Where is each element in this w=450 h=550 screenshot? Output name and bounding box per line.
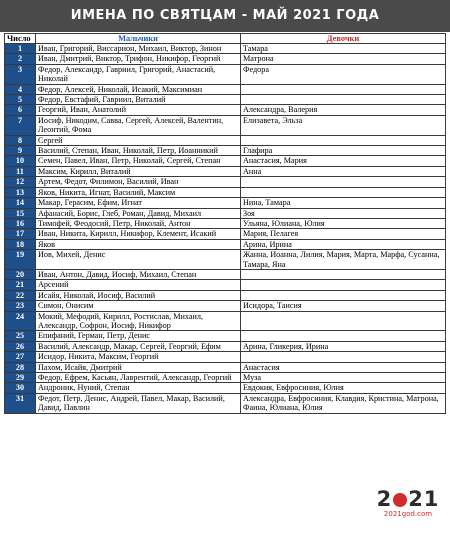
girls-cell: Евдокия, Евфросиния, Юлия bbox=[241, 383, 446, 393]
day-cell: 11 bbox=[5, 166, 36, 176]
table-row bbox=[5, 135, 446, 145]
table-row bbox=[5, 331, 446, 341]
girls-cell bbox=[241, 187, 446, 197]
names-table bbox=[4, 33, 446, 414]
day-cell: 29 bbox=[5, 373, 36, 383]
day-cell: 17 bbox=[5, 229, 36, 239]
girls-cell: Елизавета, Эльза bbox=[241, 115, 446, 135]
girls-cell: Ульяна, Юлиана, Юлия bbox=[241, 218, 446, 228]
table-row bbox=[5, 187, 446, 197]
boys-cell: Иов, Михей, Денис bbox=[36, 250, 241, 270]
day-cell: 21 bbox=[5, 280, 36, 290]
girls-cell bbox=[241, 352, 446, 362]
header-boys: Мальчики bbox=[36, 34, 241, 44]
table-row bbox=[5, 105, 446, 115]
boys-cell: Василий, Александр, Макар, Сергей, Георгий, Ефим bbox=[36, 341, 241, 351]
table-header-row bbox=[5, 34, 446, 44]
logo-zero-icon bbox=[393, 493, 407, 507]
logo-year-b: 21 bbox=[408, 487, 440, 511]
girls-cell: Александра, Евфросиния, Клавдия, Кристина, Матрона, Фаина, Юлиана, Юлия bbox=[241, 393, 446, 413]
day-cell: 1 bbox=[5, 44, 36, 54]
girls-cell: Арина, Гликерия, Ирина bbox=[241, 341, 446, 351]
boys-cell: Симон, Онисим bbox=[36, 301, 241, 311]
girls-cell bbox=[241, 135, 446, 145]
table-row bbox=[5, 44, 446, 54]
table-row bbox=[5, 177, 446, 187]
table-row bbox=[5, 218, 446, 228]
day-cell: 8 bbox=[5, 135, 36, 145]
boys-cell: Федор, Александр, Гавриил, Григорий, Анастасий, Николай bbox=[36, 64, 241, 84]
day-cell: 2 bbox=[5, 54, 36, 64]
day-cell: 3 bbox=[5, 64, 36, 84]
boys-cell: Исайя, Николай, Иосиф, Василий bbox=[36, 290, 241, 300]
boys-cell: Яков bbox=[36, 239, 241, 249]
girls-cell: Анна bbox=[241, 166, 446, 176]
girls-cell bbox=[241, 290, 446, 300]
day-cell: 20 bbox=[5, 269, 36, 279]
table-row bbox=[5, 250, 446, 270]
boys-cell: Иван, Никита, Кирилл, Никифор, Клемент, Исакий bbox=[36, 229, 241, 239]
day-cell: 9 bbox=[5, 146, 36, 156]
boys-cell: Иосиф, Никодим, Савва, Сергей, Алексей, Валентин, Леонтий, Фома bbox=[36, 115, 241, 135]
table-row bbox=[5, 198, 446, 208]
day-cell: 22 bbox=[5, 290, 36, 300]
day-cell: 4 bbox=[5, 84, 36, 94]
logo-site: 2021god.com bbox=[383, 510, 433, 518]
day-cell: 31 bbox=[5, 393, 36, 413]
boys-cell: Иван, Антон, Давид, Иосиф, Михаил, Степан bbox=[36, 269, 241, 279]
boys-cell: Иван, Дмитрий, Виктор, Трифон, Никифор, Георгий bbox=[36, 54, 241, 64]
boys-cell: Федор, Алексей, Николай, Исакий, Максимиан bbox=[36, 84, 241, 94]
boys-cell: Андроник, Нуний, Степан bbox=[36, 383, 241, 393]
boys-cell: Сергей bbox=[36, 135, 241, 145]
girls-cell bbox=[241, 280, 446, 290]
table-row bbox=[5, 229, 446, 239]
table-row bbox=[5, 269, 446, 279]
girls-cell: Александра, Валерия bbox=[241, 105, 446, 115]
table-row bbox=[5, 362, 446, 372]
day-cell: 13 bbox=[5, 187, 36, 197]
header-day: Число bbox=[5, 34, 36, 44]
table-row bbox=[5, 95, 446, 105]
table-row bbox=[5, 84, 446, 94]
header-girls: Девочки bbox=[241, 34, 446, 44]
table-row bbox=[5, 156, 446, 166]
girls-cell bbox=[241, 311, 446, 331]
girls-cell bbox=[241, 95, 446, 105]
table-row bbox=[5, 54, 446, 64]
day-cell: 10 bbox=[5, 156, 36, 166]
girls-cell: Мария, Пелагея bbox=[241, 229, 446, 239]
day-cell: 23 bbox=[5, 301, 36, 311]
day-cell: 7 bbox=[5, 115, 36, 135]
girls-cell bbox=[241, 84, 446, 94]
boys-cell: Федор, Евстафий, Гавриил, Виталий bbox=[36, 95, 241, 105]
girls-cell: Анастасия bbox=[241, 362, 446, 372]
girls-cell bbox=[241, 177, 446, 187]
girls-cell: Матрона bbox=[241, 54, 446, 64]
girls-cell: Тамара bbox=[241, 44, 446, 54]
table-row bbox=[5, 311, 446, 331]
boys-cell: Арсений bbox=[36, 280, 241, 290]
day-cell: 26 bbox=[5, 341, 36, 351]
table-row bbox=[5, 301, 446, 311]
girls-cell: Федора bbox=[241, 64, 446, 84]
table-row bbox=[5, 341, 446, 351]
girls-cell: Зоя bbox=[241, 208, 446, 218]
table-row bbox=[5, 146, 446, 156]
table-row bbox=[5, 290, 446, 300]
day-cell: 28 bbox=[5, 362, 36, 372]
girls-cell: Арина, Ирина bbox=[241, 239, 446, 249]
day-cell: 6 bbox=[5, 105, 36, 115]
table-row bbox=[5, 208, 446, 218]
day-cell: 24 bbox=[5, 311, 36, 331]
day-cell: 15 bbox=[5, 208, 36, 218]
table-row bbox=[5, 373, 446, 383]
boys-cell: Исидор, Никита, Максим, Георгий bbox=[36, 352, 241, 362]
boys-cell: Федот, Петр, Денис, Андрей, Павел, Макар, Василий, Давид, Павлин bbox=[36, 393, 241, 413]
boys-cell: Пахом, Исайя, Дмитрий bbox=[36, 362, 241, 372]
table-row bbox=[5, 64, 446, 84]
girls-cell: Исидора, Таисия bbox=[241, 301, 446, 311]
page-title: ИМЕНА ПО СВЯТЦАМ - МАЙ 2021 ГОДА bbox=[0, 0, 450, 32]
day-cell: 30 bbox=[5, 383, 36, 393]
boys-cell: Георгий, Иван, Анатолий bbox=[36, 105, 241, 115]
day-cell: 14 bbox=[5, 198, 36, 208]
girls-cell: Анастасия, Мария bbox=[241, 156, 446, 166]
boys-cell: Тимофей, Феодосий, Петр, Николай, Антон bbox=[36, 218, 241, 228]
boys-cell: Макар, Герасим, Ефим, Игнат bbox=[36, 198, 241, 208]
table-row bbox=[5, 115, 446, 135]
table-row bbox=[5, 239, 446, 249]
day-cell: 5 bbox=[5, 95, 36, 105]
boys-cell: Яков, Никита, Игнат, Василий, Максим bbox=[36, 187, 241, 197]
boys-cell: Артем, Федот, Филимон, Василий, Иван bbox=[36, 177, 241, 187]
table-row bbox=[5, 352, 446, 362]
table-row bbox=[5, 166, 446, 176]
logo-year-a: 2 bbox=[376, 487, 393, 511]
boys-cell: Епифаний, Герман, Петр, Денис bbox=[36, 331, 241, 341]
boys-cell: Василий, Степан, Иван, Николай, Петр, Иоанникий bbox=[36, 146, 241, 156]
girls-cell: Жанна, Иоанна, Лилия, Мария, Марта, Марфа, Сусанна, Тамара, Яна bbox=[241, 250, 446, 270]
day-cell: 19 bbox=[5, 250, 36, 270]
day-cell: 27 bbox=[5, 352, 36, 362]
site-logo bbox=[372, 488, 444, 520]
girls-cell bbox=[241, 269, 446, 279]
girls-cell: Нина, Тамара bbox=[241, 198, 446, 208]
table-row bbox=[5, 280, 446, 290]
day-cell: 18 bbox=[5, 239, 36, 249]
boys-cell: Мокий, Мефодий, Кирилл, Ростислав, Михаил, Александр, Софрон, Иосиф, Никифор bbox=[36, 311, 241, 331]
boys-cell: Федор, Ефрем, Касьян, Лаврентий, Александр, Георгий bbox=[36, 373, 241, 383]
girls-cell bbox=[241, 331, 446, 341]
girls-cell: Глафира bbox=[241, 146, 446, 156]
day-cell: 12 bbox=[5, 177, 36, 187]
table-row bbox=[5, 383, 446, 393]
boys-cell: Иван, Григорий, Виссарион, Михаил, Виктор, Зинон bbox=[36, 44, 241, 54]
boys-cell: Семен, Павел, Иван, Петр, Николай, Сергей, Степан bbox=[36, 156, 241, 166]
day-cell: 16 bbox=[5, 218, 36, 228]
day-cell: 25 bbox=[5, 331, 36, 341]
table-row bbox=[5, 393, 446, 413]
boys-cell: Афанасий, Борис, Глеб, Роман, Давид, Михаил bbox=[36, 208, 241, 218]
girls-cell: Муза bbox=[241, 373, 446, 383]
boys-cell: Максим, Кирилл, Виталий bbox=[36, 166, 241, 176]
